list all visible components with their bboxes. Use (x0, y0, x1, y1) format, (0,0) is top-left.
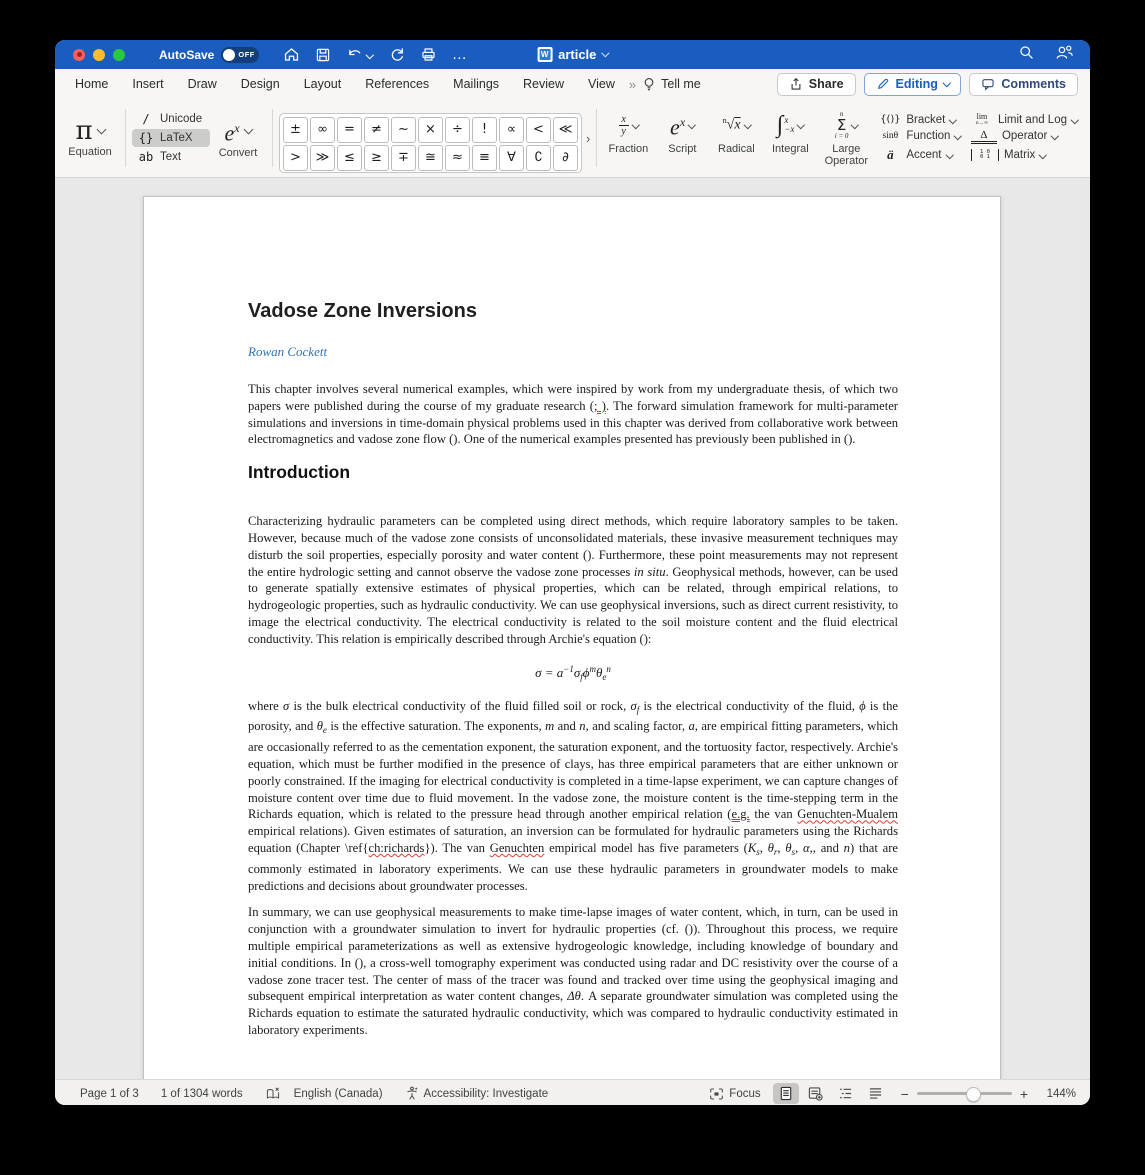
symbol-cell[interactable]: ≡ (472, 145, 497, 171)
latex-mode-icon: {} (138, 131, 154, 145)
integral-button[interactable] (765, 107, 815, 155)
radical-button[interactable] (711, 107, 761, 155)
symbol-cell[interactable]: ∁ (526, 145, 551, 171)
equation-label: Equation (68, 146, 112, 158)
symbol-gallery (279, 108, 590, 177)
ribbon-tabs (63, 72, 627, 96)
mode-unicode[interactable] (132, 110, 210, 128)
tab-layout[interactable]: Layout (303, 77, 342, 91)
accent-icon: ä (887, 146, 894, 162)
pencil-icon (876, 77, 890, 91)
symbol-cell[interactable]: ~ (391, 117, 416, 143)
focus-label: Focus (729, 1087, 761, 1100)
outline-view-button[interactable] (833, 1083, 859, 1104)
undo-dropdown-icon[interactable] (366, 51, 374, 59)
bracket-icon: {()} (880, 114, 901, 125)
fraction-label: Fraction (608, 143, 649, 155)
print-icon[interactable] (420, 46, 437, 63)
share-button[interactable] (777, 73, 856, 96)
matrix-label: Matrix (1003, 148, 1036, 161)
bracket-label: Bracket (906, 113, 946, 126)
symbol-cell[interactable]: ≈ (445, 145, 470, 171)
maximize-window-button[interactable] (113, 49, 125, 61)
draft-view-button[interactable] (863, 1083, 889, 1104)
large-operator-button[interactable] (819, 107, 873, 167)
script-button[interactable] (657, 107, 707, 155)
symbol-cell[interactable]: ≠ (364, 117, 389, 143)
paragraph: This chapter involves several numerical examples, which were inspired by work from my undergraduate thesis, of which two papers were published during the course of my graduate research (; ). The forward simulation framework for multi-parameter simulations and inversions in time-domain physical problems used in this chapter was derived from collaborative work between electromagnetics and vadose zone flow (). One of the numerical examples presented has previously been published in (). (248, 382, 898, 447)
unicode-mode-label: Unicode (160, 113, 203, 125)
document-title-group[interactable] (537, 47, 608, 62)
share-icon (789, 77, 803, 91)
fraction-button[interactable] (603, 107, 653, 155)
large-operator-icon: n Σ i = 0 (834, 110, 849, 140)
symbol-cell[interactable]: ! (472, 117, 497, 143)
tab-mailings[interactable]: Mailings (453, 77, 500, 91)
symbol-cell[interactable]: ± (283, 117, 308, 143)
symbol-cell[interactable]: ≅ (418, 145, 443, 171)
undo-button[interactable] (346, 46, 373, 63)
ribbon-divider (125, 109, 126, 167)
symbol-cell[interactable]: ∓ (391, 145, 416, 171)
tab-design[interactable]: Design (240, 77, 280, 91)
proofing-errors-icon (265, 1086, 281, 1101)
tabs-overflow-chevron[interactable]: » (628, 76, 637, 92)
symbol-cell[interactable]: = (337, 117, 362, 143)
fraction-icon: $\frac{x}{y}$ (619, 115, 629, 136)
limit-and-log-button[interactable] (971, 111, 1078, 126)
symbol-cell[interactable]: × (418, 117, 443, 143)
bracket-dropdown-icon[interactable] (949, 116, 957, 124)
equation-button[interactable] (61, 99, 119, 177)
accent-label: Accent (906, 148, 942, 161)
integral-icon: ∫ x −x (776, 111, 795, 138)
proofing-status[interactable] (265, 1086, 383, 1101)
operator-button[interactable] (971, 129, 1078, 144)
title-dropdown-icon[interactable] (601, 49, 609, 57)
paragraph: In summary, we can use geophysical measurements to make time-lapse images of water content, which, in turn, can be used in conjunction with a groundwater simulation to invert for hydraulic properties (cf. ()). Throughout this process, we require multiple empirical parameterizations as well as extensive hydrogeologic knowledge, including knowledge of boundary and initial conditions. In (), a cross-well tomography experiment was conducted using radar and DC resistivity over the course of a vadose zone tracer test. The center of mass of the tracer was found and tracked over time using the geophysical imaging and subsequent empirical interpretation as water content changes, Δθ. A separate groundwater simulation was completed using the Richards equation to estimate the saturated hydraulic conductivity, which was compared to hydraulic conductivity estimated in laboratory experiments. (248, 905, 898, 1037)
lightbulb-icon (642, 77, 656, 92)
tab-review[interactable]: Review (523, 77, 565, 91)
doc-author: Rowan Cockett (248, 344, 328, 359)
equation-dropdown-icon[interactable] (96, 125, 106, 135)
symbol-row-1 (283, 117, 578, 143)
zoom-in-button[interactable]: + (1019, 1085, 1028, 1102)
pi-equation-icon: π (75, 116, 93, 146)
ribbon-action-buttons (777, 73, 1078, 96)
text-mode-label: Text (160, 151, 182, 163)
paragraph: Characterizing hydraulic parameters can be completed using direct methods, which require laboratory samples to be taken. However, because much of the vadose zone consists of unconsolidated materials, these invasive measurement techniques may disturb the soil properties, especially porosity and water content (). Furthermore, these point measurements may not represent the entire hydrologic setting and cannot observe the vadose zone processes in situ. Geophysical methods, however, can be used to generate spatially extensive estimates of physical properties, which can be related, through empirical relations, to hydrogeologic properties, such as hydraulic conductivity. We can use geophysical inversions, such as direct current resistivity, to image the electrical conductivity. The electrical conductivity is related to the soil moisture content and the fluid electrical conductivity. This relation is empirically described through Archie's equation (): (248, 514, 899, 646)
accessibility-status[interactable] (405, 1086, 549, 1101)
comment-icon (981, 77, 995, 91)
accessibility-icon (405, 1086, 419, 1101)
symbol-cell[interactable]: > (283, 145, 308, 171)
radical-icon: $^n$√x (722, 116, 741, 133)
autosave-toggle-knob (223, 49, 235, 61)
integral-dropdown-icon[interactable] (797, 121, 805, 129)
quick-access-toolbar (283, 46, 468, 63)
conversion-mode-group (132, 99, 210, 177)
more-commands-icon[interactable]: … (451, 45, 468, 63)
radical-dropdown-icon[interactable] (743, 121, 751, 129)
gallery-more-icon[interactable]: › (586, 131, 591, 146)
web-layout-view-button[interactable] (803, 1083, 829, 1104)
contacts-icon[interactable] (1055, 44, 1074, 66)
symbol-cell[interactable]: < (526, 117, 551, 143)
titlebar (55, 40, 1090, 69)
symbol-cell[interactable]: ≥ (364, 145, 389, 171)
zoom-percent[interactable]: 144% (1046, 1087, 1076, 1100)
convert-button[interactable] (210, 99, 266, 177)
latex-mode-label: LaTeX (160, 132, 193, 144)
word-window (55, 40, 1090, 1105)
limit-dropdown-icon[interactable] (1071, 116, 1079, 124)
document-page[interactable] (143, 196, 1001, 1079)
comments-button[interactable] (969, 73, 1078, 96)
unicode-mode-icon: / (142, 112, 150, 126)
convert-dropdown-icon[interactable] (243, 125, 253, 135)
mode-text[interactable] (132, 148, 210, 166)
script-icon: $e^x$ (670, 114, 686, 140)
accent-button[interactable] (879, 147, 961, 163)
tab-insert[interactable]: Insert (132, 77, 164, 91)
document-title: article (558, 47, 597, 62)
editing-button[interactable] (864, 73, 962, 96)
text-mode-icon: ab (138, 150, 154, 164)
large-operator-dropdown-icon[interactable] (851, 121, 859, 129)
symbol-cell[interactable]: ∂ (553, 145, 578, 171)
page-count[interactable]: Page 1 of 3 (80, 1087, 139, 1100)
zoom-out-button[interactable]: − (900, 1085, 909, 1102)
function-icon: sinθ (882, 131, 899, 141)
home-icon[interactable] (283, 46, 300, 63)
tab-home[interactable]: Home (75, 77, 109, 91)
save-icon[interactable] (315, 47, 331, 63)
operator-label: Operator (1001, 130, 1048, 142)
symbol-cell[interactable]: ≤ (337, 145, 362, 171)
symbol-cell[interactable]: ≫ (310, 145, 335, 171)
autosave-label: AutoSave (159, 47, 215, 62)
structures-group (603, 107, 873, 177)
integral-label: Integral (771, 143, 809, 155)
script-label: Script (668, 143, 697, 155)
language-label[interactable]: English (Canada) (293, 1087, 383, 1100)
ribbon-divider (272, 109, 273, 167)
operator-dropdown-icon[interactable] (1051, 132, 1059, 140)
equation-ribbon (55, 99, 1090, 178)
status-bar (55, 1079, 1090, 1105)
tab-view[interactable]: View (588, 77, 615, 91)
limit-and-log-label: Limit and Log (997, 113, 1067, 126)
tab-references[interactable]: References (365, 77, 430, 91)
focus-button[interactable] (709, 1087, 760, 1101)
zoom-slider[interactable] (917, 1092, 1012, 1095)
zoom-control (901, 1086, 1028, 1102)
archie-equation: $\sigma = a^{-1}\sigma_f\phi^m\theta_e^n$ (535, 663, 611, 682)
bracket-button[interactable] (879, 114, 961, 126)
tell-me-label: Tell me (661, 77, 701, 91)
autosave-state: OFF (238, 50, 255, 59)
script-dropdown-icon[interactable] (688, 121, 696, 129)
accessibility-label: Accessibility: Investigate (423, 1087, 549, 1100)
symbol-cell[interactable]: ÷ (445, 117, 470, 143)
tell-me-button[interactable] (642, 77, 701, 92)
operator-icon: Δ (971, 129, 997, 144)
matrix-button[interactable] (971, 147, 1078, 163)
symbol-cell[interactable]: ∞ (310, 117, 335, 143)
tabs-overflow-group (629, 77, 701, 92)
symbol-cell[interactable]: ∀ (499, 145, 524, 171)
editing-label: Editing (895, 77, 938, 91)
doc-title: Vadose Zone Inversions (248, 300, 477, 322)
document-canvas[interactable] (55, 178, 1090, 1079)
window-controls (73, 49, 125, 61)
minimize-window-button[interactable] (93, 49, 105, 61)
matrix-dropdown-icon[interactable] (1039, 151, 1047, 159)
ex-convert-icon: $e^x$ (224, 120, 240, 146)
editing-dropdown-icon[interactable] (943, 79, 951, 87)
paragraph: where σ is the bulk electrical conductivity of the fluid filled soil or rock, $\sigma_f$ is the electrical conductivity of the fluid, ϕ is the porosity, and $\theta_e$ is the effective saturation. The exponents, m and n, and scaling factor, a, are empirical fitting parameters, which are occasionally referred to as the cementation exponent, the saturation exponent, and the tortuosity factor, respectively. Archie's equation, which must be further modified in the presence of clays, has three empirical parameters that are either unknown or poorly constrained. If the imaging for electrical conductivity is completed in a time-lapse experiment, we can capture changes of moisture content over time due to fluid movement. In the vadose zone, the moisture content is the time-stepping term in the Richards equation, which is related to the pressure head through another empirical relation (e.g. the van Genuchten-Mualem empirical relations). Given estimates of saturation, an inversion can be formulated for hydraulic parameters using the Richards equation (Chapter \ref{ch:richards}). The van Genuchten empirical model has five parameters ($K_s$, $\theta_r$, $\theta_s$, α,, and n) that are commonly estimated in laboratory experiments. We can use these hydraulic parameters in groundwater models to make predictions and decisions about groundwater processes. (248, 698, 899, 893)
word-count[interactable]: 1 of 1304 words (160, 1087, 243, 1100)
close-window-button[interactable] (73, 49, 85, 61)
search-icon[interactable] (1018, 44, 1035, 66)
autosave-toggle[interactable] (221, 47, 259, 63)
radical-label: Radical (718, 143, 755, 155)
function-dropdown-icon[interactable] (954, 132, 962, 140)
symbol-cell[interactable]: ∝ (499, 117, 524, 143)
autosave-control (159, 47, 259, 63)
word-doc-icon: W (537, 47, 552, 62)
zoom-slider-thumb[interactable] (966, 1087, 981, 1102)
print-layout-view-button[interactable] (773, 1083, 799, 1104)
view-switcher (773, 1083, 889, 1104)
symbol-row-2 (283, 145, 578, 171)
titlebar-right (1018, 44, 1074, 66)
matrix-icon: 1 0 0 1 (971, 149, 999, 161)
share-label: Share (808, 77, 844, 91)
ribbon-divider (596, 109, 597, 167)
function-label: Function (906, 130, 951, 142)
function-button[interactable] (879, 129, 961, 144)
structures-secondary-group (879, 99, 1077, 177)
fraction-dropdown-icon[interactable] (631, 121, 639, 129)
comments-label: Comments (1001, 77, 1066, 91)
redo-icon[interactable] (388, 46, 405, 63)
limit-icon: lim n→∞ (975, 111, 989, 126)
accent-dropdown-icon[interactable] (945, 151, 953, 159)
large-operator-label: Large Operator (824, 143, 869, 167)
convert-label: Convert (218, 146, 258, 159)
mode-latex[interactable] (132, 129, 210, 147)
tab-draw[interactable]: Draw (187, 77, 217, 91)
doc-heading-introduction: Introduction (248, 462, 351, 483)
symbol-cell[interactable]: ≪ (553, 117, 578, 143)
focus-icon (709, 1087, 724, 1101)
ribbon-tab-row (55, 69, 1090, 99)
